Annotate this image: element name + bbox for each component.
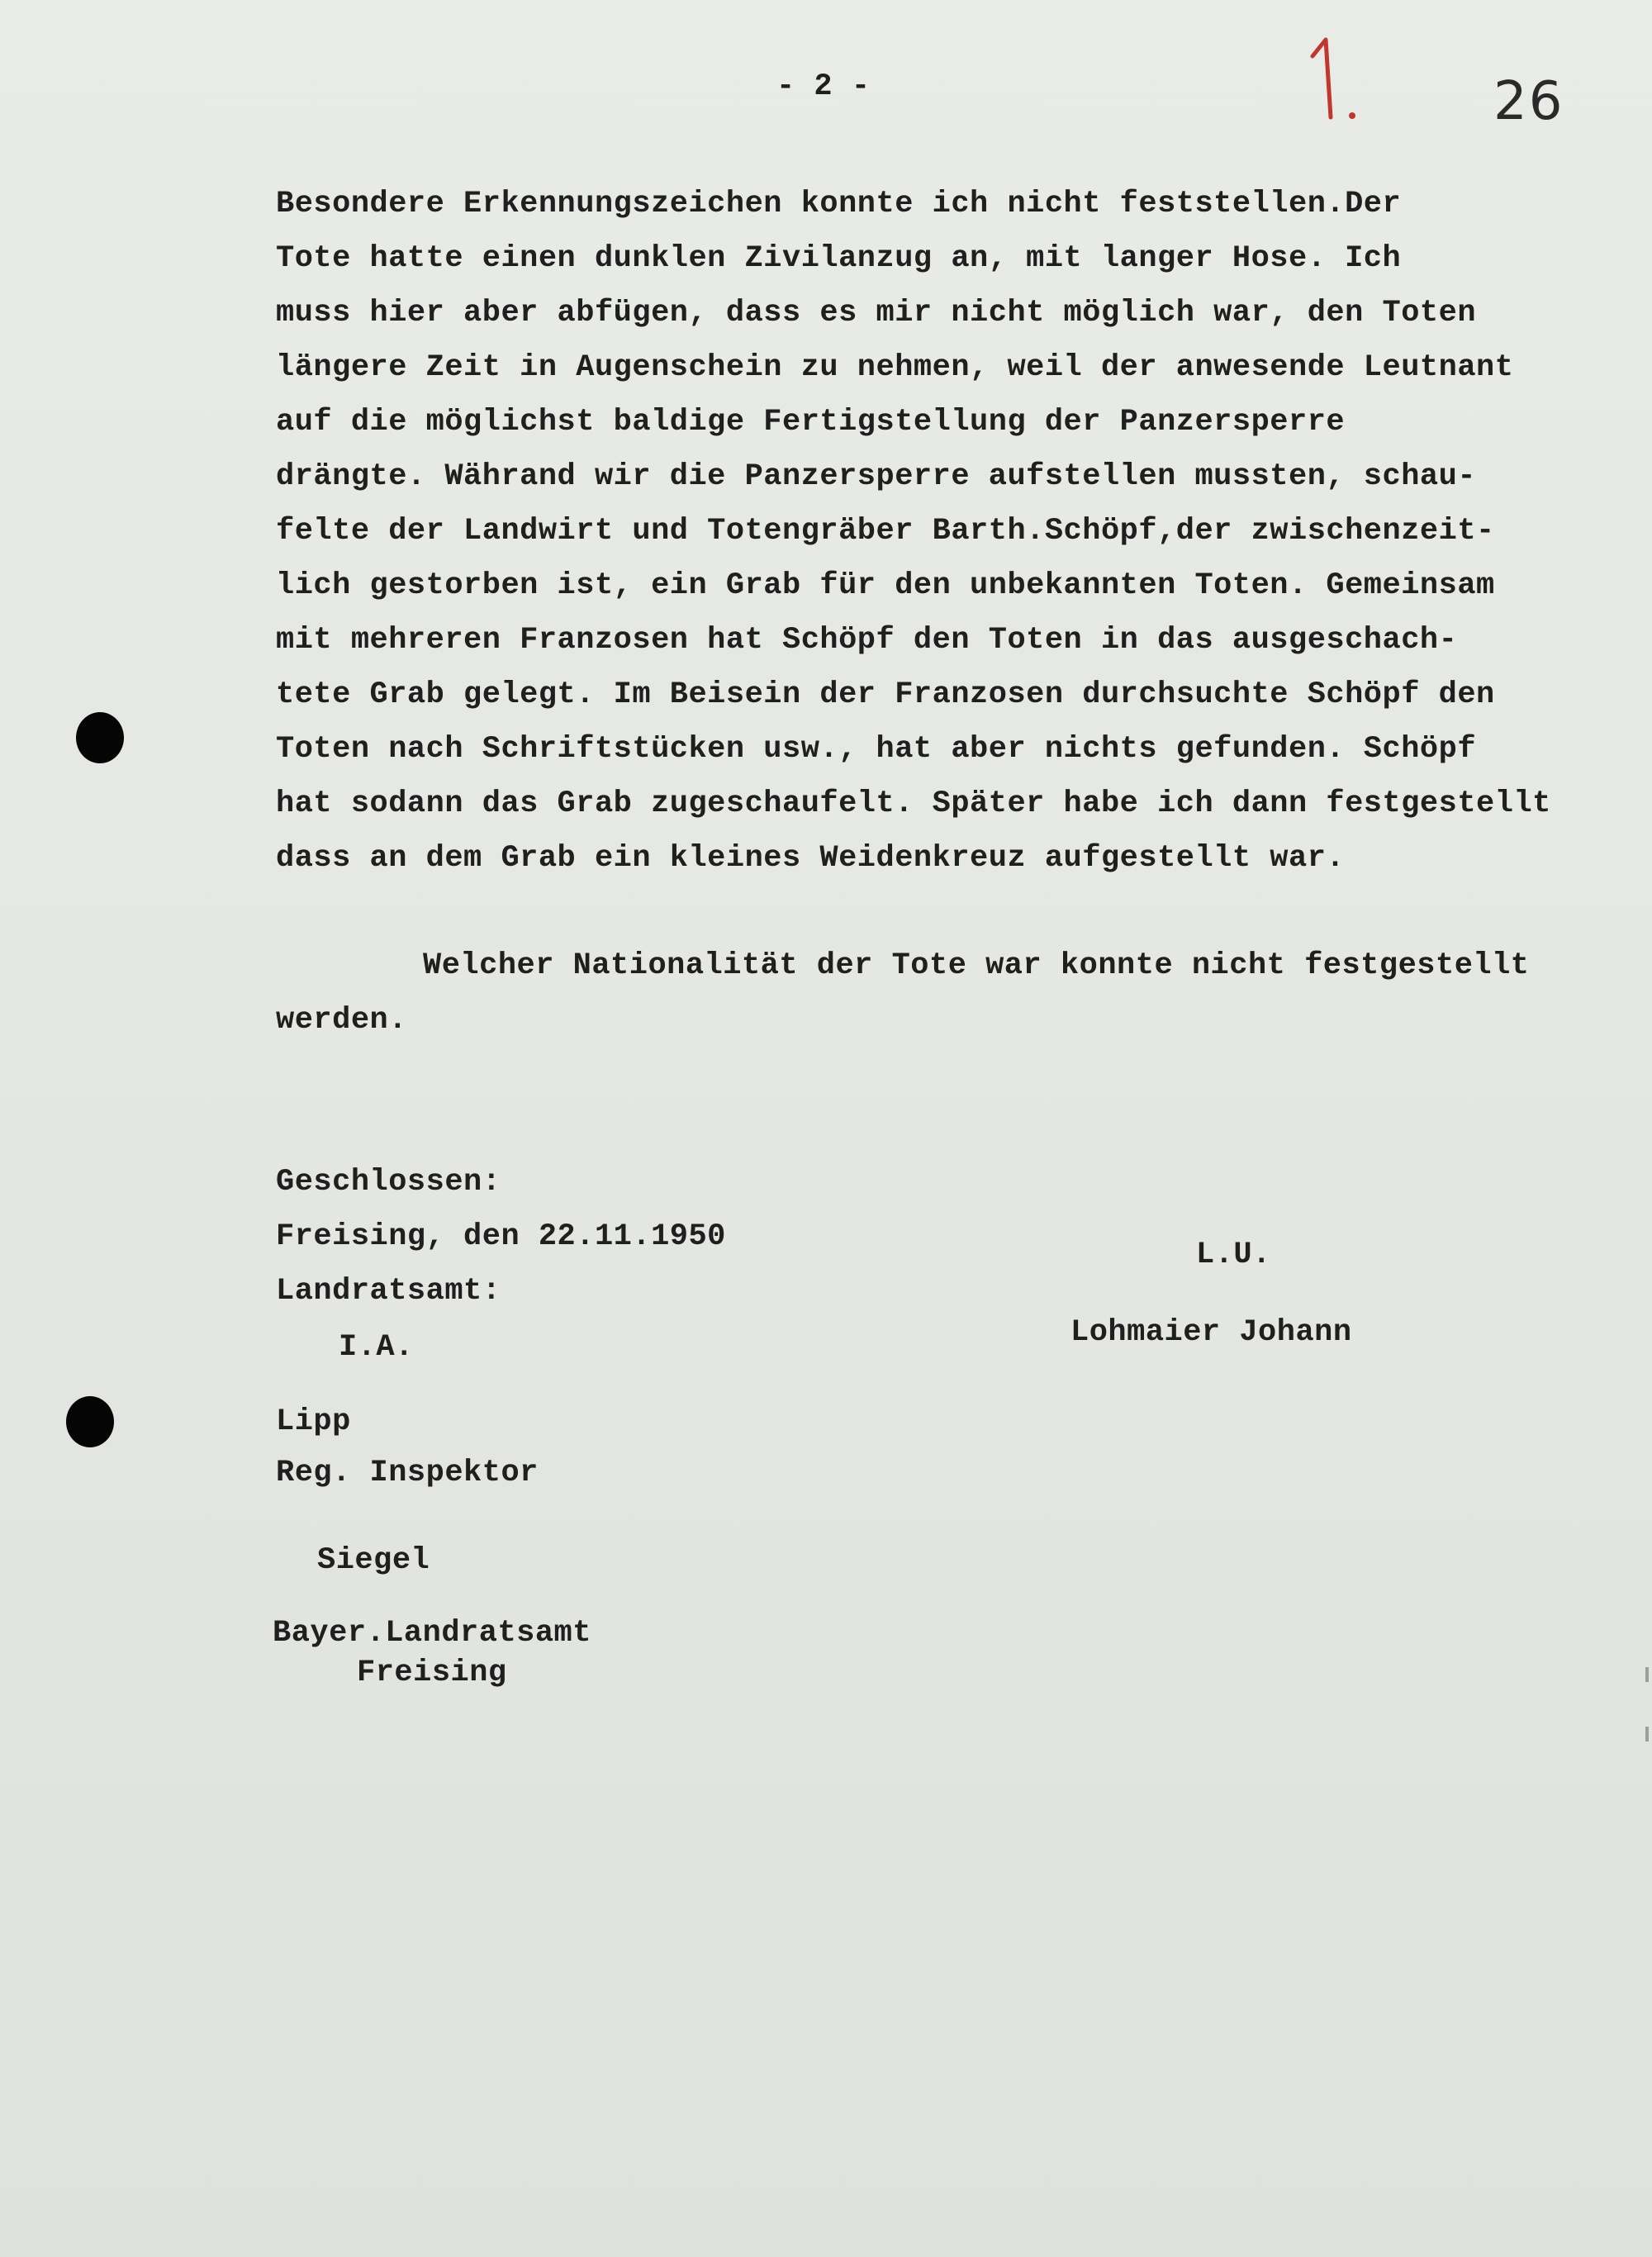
body-line: längere Zeit in Augenschein zu nehmen, weil der anwesende Leutnant <box>276 350 1514 385</box>
body-line: Tote hatte einen dunklen Zivilanzug an, mit langer Hose. Ich <box>276 241 1402 276</box>
scan-edge-mark <box>1645 1727 1649 1741</box>
seal-label: Siegel <box>317 1543 430 1578</box>
body-line: Besondere Erkennungszeichen konnte ich nicht feststellen.Der <box>276 187 1402 221</box>
body-line: muss hier aber abfügen, dass es mir nicht möglich war, den Toten <box>276 296 1477 330</box>
seal-line-2: Freising <box>357 1656 507 1690</box>
signature-lu: L.U. <box>1196 1238 1271 1272</box>
signature-name: Lohmaier Johann <box>1070 1315 1352 1350</box>
closing-place-date: Freising, den 22.11.1950 <box>276 1219 726 1254</box>
body-line: hat sodann das Grab zugeschaufelt. Später habe ich dann festgestellt <box>276 786 1551 821</box>
body-line: mit mehreren Franzosen hat Schöpf den Toten in das ausgeschach- <box>276 623 1458 658</box>
body-line: felte der Landwirt und Totengräber Barth.Schöpf,der zwischenzeit- <box>276 514 1495 549</box>
body-line: Toten nach Schriftstücken usw., hat aber nichts gefunden. Schöpf <box>276 732 1477 767</box>
body-line: auf die möglichst baldige Fertigstellung der Panzersperre <box>276 405 1346 440</box>
body-line: tete Grab gelegt. Im Beisein der Franzosen durchsuchte Schöpf den <box>276 677 1495 712</box>
closing-ia: I.A. <box>339 1330 414 1365</box>
closing-geschlossen: Geschlossen: <box>276 1165 501 1200</box>
official-title: Reg. Inspektor <box>276 1456 539 1490</box>
red-pencil-mark <box>1301 31 1367 139</box>
seal-line-1: Bayer.Landratsamt <box>273 1616 591 1651</box>
scan-edge-mark <box>1645 1667 1649 1682</box>
body-line: drängte. Währand wir die Panzersperre aufstellen mussten, schau- <box>276 459 1477 494</box>
body-line: dass an dem Grab ein kleines Weidenkreuz aufgestellt war. <box>276 841 1346 876</box>
punch-hole-bottom <box>66 1396 114 1447</box>
body-line: Welcher Nationalität der Tote war konnte nicht festgestellt <box>423 948 1530 983</box>
closing-office: Landratsamt: <box>276 1274 501 1309</box>
body-line: lich gestorben ist, ein Grab für den unbekannten Toten. Gemeinsam <box>276 568 1495 603</box>
punch-hole-top <box>76 712 124 763</box>
handwritten-mark-text: 1. <box>1301 31 1302 32</box>
page-number: - 2 - <box>776 69 871 104</box>
body-line: werden. <box>276 1003 407 1038</box>
folio-number: 26 <box>1493 71 1564 132</box>
official-name: Lipp <box>276 1404 351 1439</box>
